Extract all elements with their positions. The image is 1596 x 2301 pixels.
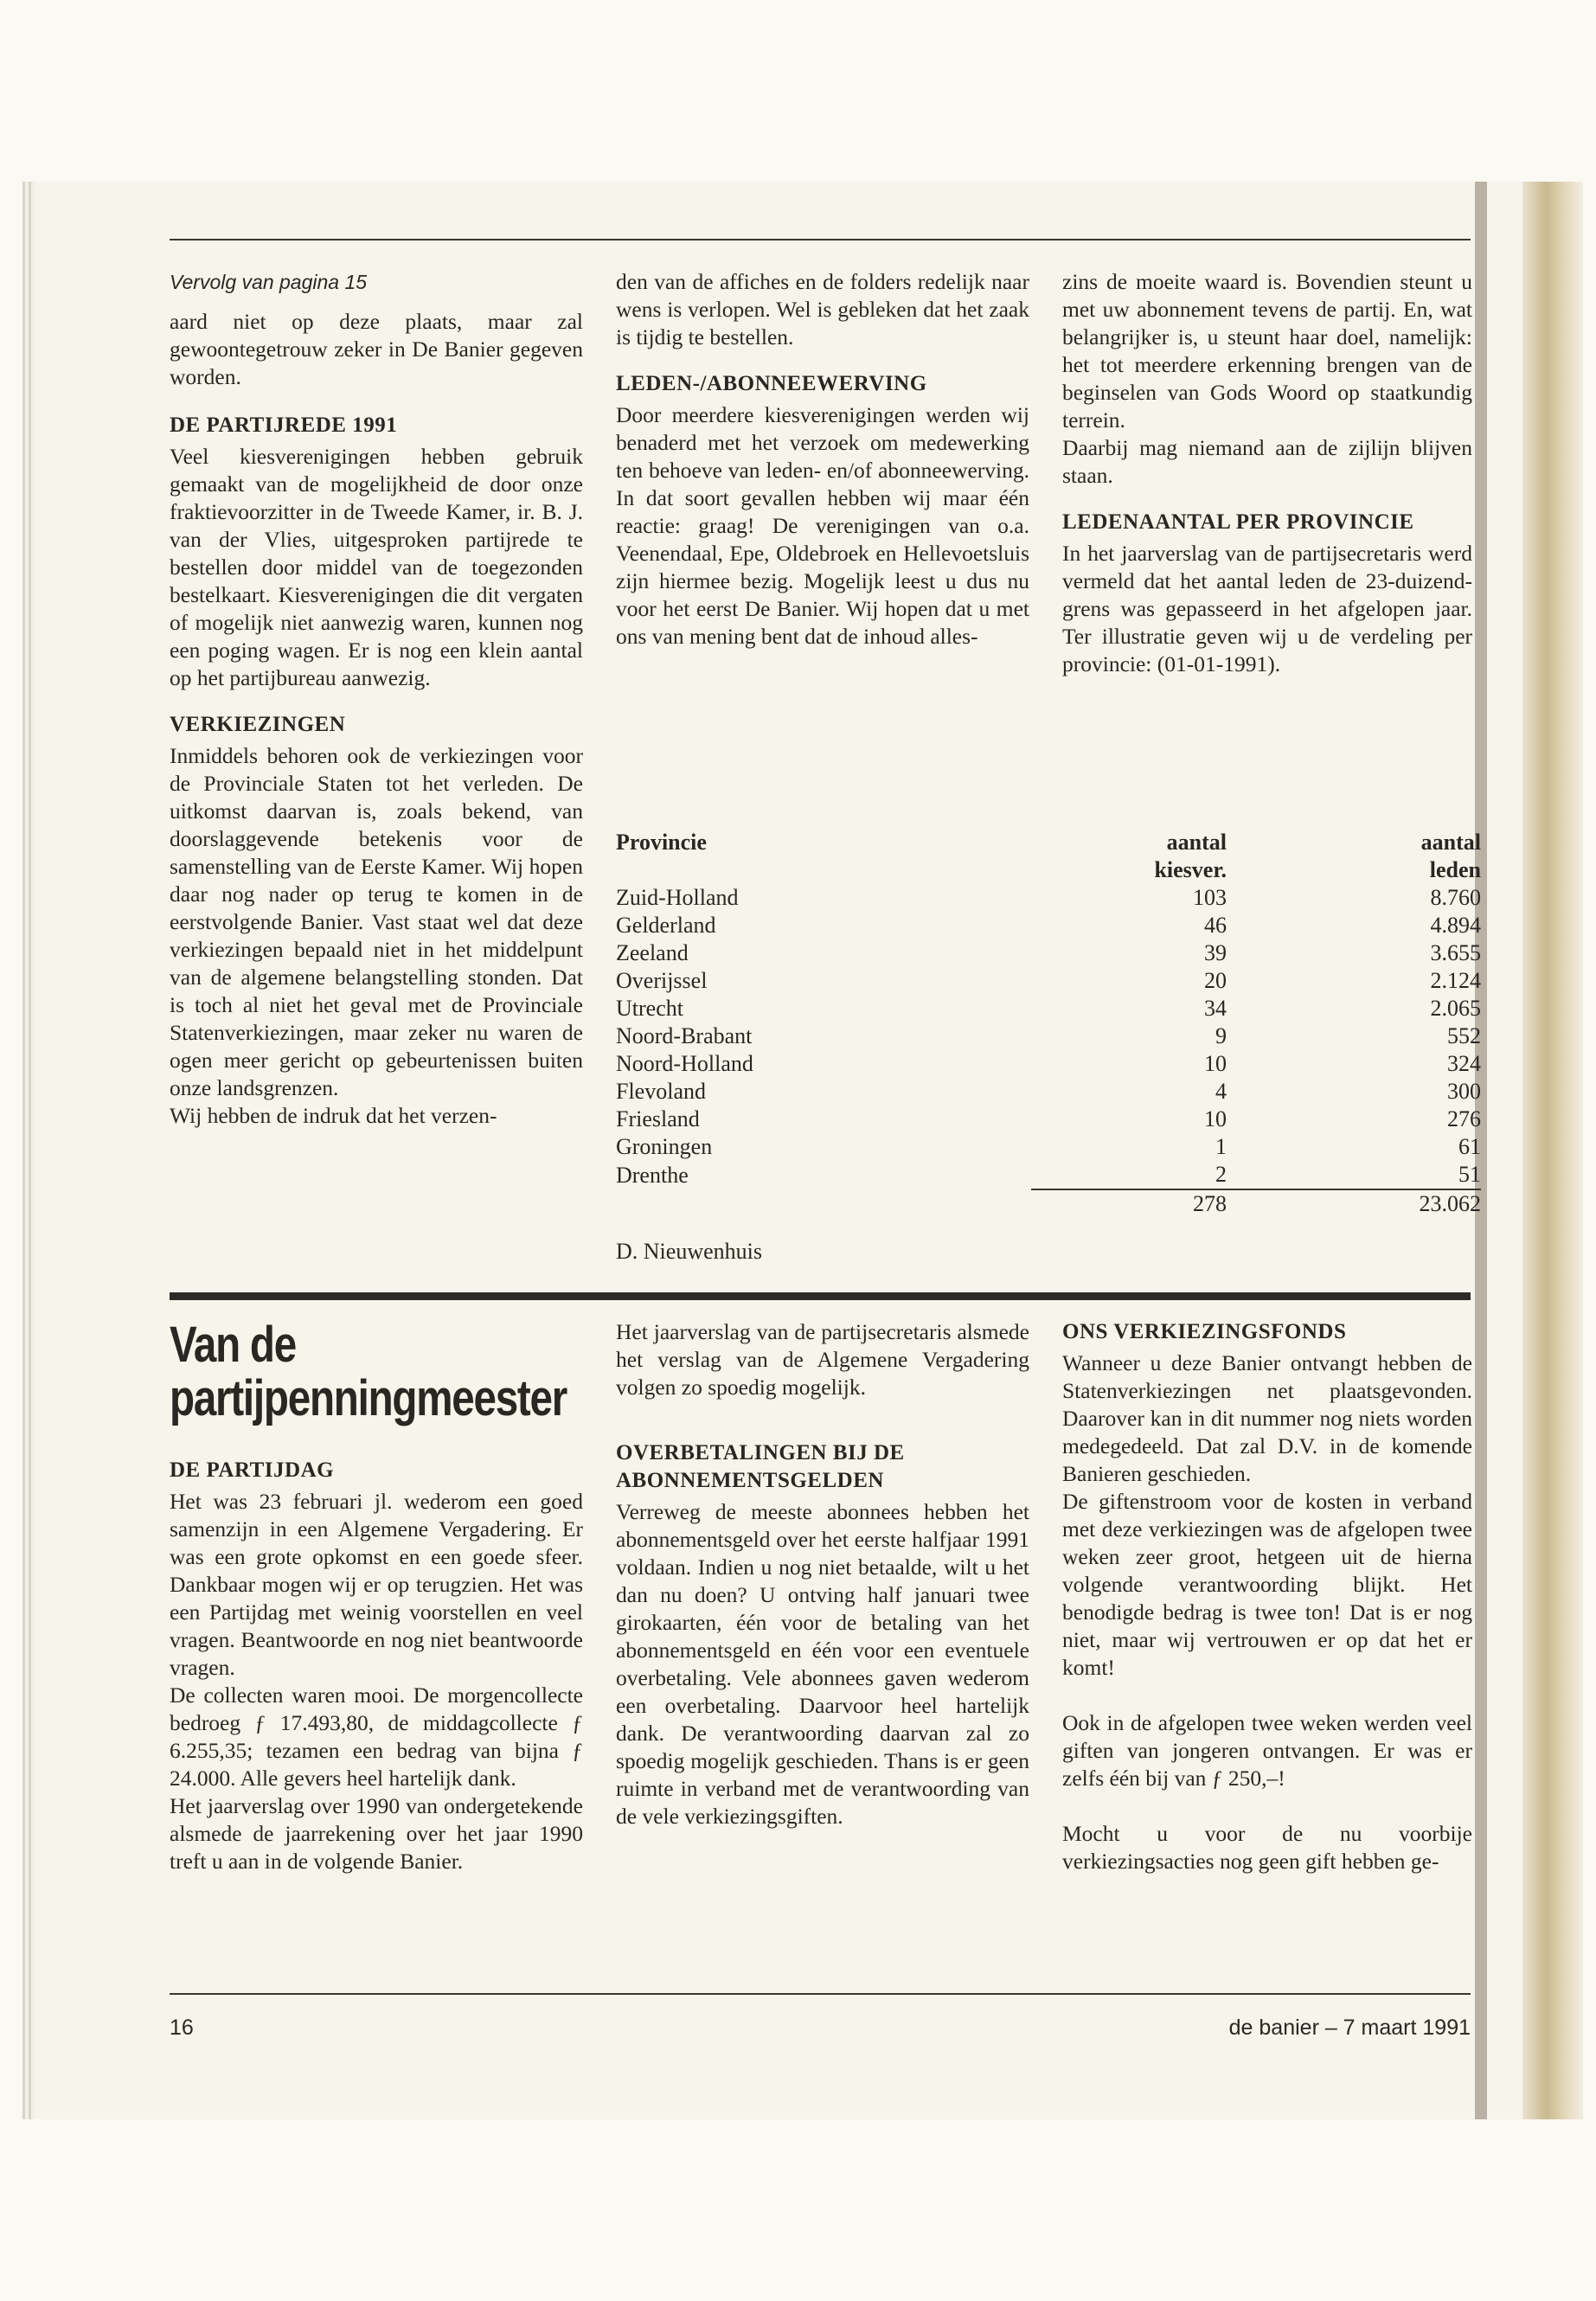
section-title-line2: partijpenningmeester <box>170 1370 567 1426</box>
cell-kiesver: 1 <box>1215 1134 1227 1159</box>
header-leden-2: leden <box>1429 857 1481 882</box>
cell-leden: 8.760 <box>1430 885 1481 910</box>
cell-provincie: Overijssel <box>616 968 708 993</box>
paragraph: De collecten waren mooi. De morgencollecte bedroeg ƒ 17.493,80, de middagcollecte ƒ 6.255,35; tezamen een bedrag van bijna ƒ 24.000. Alle gevers heel hartelijk dank. <box>170 1682 583 1791</box>
cell-leden: 300 <box>1447 1079 1481 1104</box>
paragraph: Het jaarverslag van de partijsecretaris alsmede het verslag van de Algemene Vergadering volgen zo spoedig mogelijk. <box>616 1319 1029 1400</box>
cell-provincie: Friesland <box>616 1106 700 1131</box>
heading-werving: LEDEN-/ABONNEEWERVING <box>616 372 927 395</box>
page-edge <box>1522 182 1583 2119</box>
table-row <box>616 1078 1481 1106</box>
paragraph: den van de affiches en de folders redelijk naar wens is verlopen. Wel is gebleken dat het zaak is tijdig te bestellen. <box>616 269 1029 349</box>
table-row <box>616 995 1481 1022</box>
paragraph: Verreweg de meeste abonnees hebben het abonnementsgeld over het eerste halfjaar 1991 voldaan. Indien u nog niet betaalde, wilt u het dan nu doen? U ontving half januari twee girokaarten, één voor de betaling van het abonnementsgeld en één voor een eventuele overbetaling. Vele abonnees gaven wederom een overbetaling. Daarvoor heel hartelijk dank. De verantwoording daarvan zal zo spoedig mogelijk geschieden. Thans is er geen ruimte in verband met de verantwoording van de vele verkiezingsgiften. <box>616 1499 1029 1829</box>
cell-kiesver: 34 <box>1204 996 1227 1021</box>
paragraph: zins de moeite waard is. Bovendien steunt u met uw abonnement tevens de partij. En, wat belangrijker is, u steunt haar doel, namelijk: het tot meerdere erkenning brengen van de beginselen van Gods Woord op staatkundig terrein. <box>1062 269 1472 433</box>
paragraph: Wij hebben de indruk dat het verzen- <box>170 1103 497 1128</box>
signature: D. Nieuwenhuis <box>616 1239 762 1264</box>
total-kiesver: 278 <box>1031 1189 1227 1218</box>
table-header-row <box>616 856 1481 884</box>
header-leden-1: aantal <box>1420 830 1481 855</box>
column-top-middle <box>616 268 1029 651</box>
paragraph: Ook in de afgelopen twee weken werden veel giften van jongeren ontvangen. Er was er zelfs één bij van ƒ 250,–! <box>1062 1710 1472 1791</box>
total-leden: 23.062 <box>1227 1189 1481 1218</box>
cell-leden: 552 <box>1447 1023 1481 1048</box>
cell-leden: 61 <box>1458 1134 1481 1159</box>
cell-leden: 3.655 <box>1430 940 1481 965</box>
cell-kiesver: 46 <box>1204 913 1227 938</box>
header-provincie: Provincie <box>616 830 707 855</box>
province-table <box>616 829 1481 1218</box>
table-row <box>616 884 1481 912</box>
cell-provincie: Utrecht <box>616 996 683 1021</box>
cell-provincie: Noord-Brabant <box>616 1023 753 1048</box>
cell-provincie: Gelderland <box>616 913 716 938</box>
heading-partijrede: DE PARTIJREDE 1991 <box>170 413 398 437</box>
cell-kiesver: 39 <box>1204 940 1227 965</box>
paragraph: Inmiddels behoren ook de verkiezingen voor de Provinciale Staten tot het verleden. De uitkomst daarvan is, zoals bekend, van doorslaggevende betekenis voor de samenstelling van de Eerste Kamer. Wij hopen daar nog nader op terug te komen in de eerstvolgende Banier. Vast staat wel dat deze verkiezingen bepaald niet in het middelpunt van de algemene belangstelling stonden. Dat is toch al niet het geval met de Provinciale Statenverkiezingen, maar zeker nu waren de ogen meer gericht op gebeurtenissen buiten onze landsgrenzen. <box>170 743 583 1100</box>
cell-kiesver: 2 <box>1215 1162 1227 1187</box>
table-header-row <box>616 829 1481 856</box>
table-total-row <box>616 1189 1481 1218</box>
heading-partijdag: DE PARTIJDAG <box>170 1458 335 1482</box>
header-kiesver-1: aantal <box>1166 830 1227 855</box>
header-kiesver-2: kiesver. <box>1154 857 1227 882</box>
section-title-line1: Van de <box>170 1317 296 1373</box>
column-bottom-right <box>1062 1318 1472 1875</box>
heading-overbetalingen: OVERBETALINGEN BIJ DE ABONNEMENTSGELDEN <box>616 1441 905 1492</box>
cell-provincie: Drenthe <box>616 1163 689 1188</box>
cell-provincie: Zuid-Holland <box>616 885 739 910</box>
table-row <box>616 1133 1481 1161</box>
cell-leden: 324 <box>1447 1051 1481 1076</box>
column-bottom-middle <box>616 1318 1029 1830</box>
cell-provincie: Groningen <box>616 1134 713 1159</box>
table-row <box>616 939 1481 967</box>
section-title <box>170 1317 567 1426</box>
paragraph: Het jaarverslag over 1990 van ondergetekende alsmede de jaarrekening over het jaar 1990 treft u aan in de volgende Banier. <box>170 1793 583 1874</box>
cell-kiesver: 10 <box>1204 1106 1227 1131</box>
section-separator <box>170 1292 1471 1300</box>
heading-verkiezingen: VERKIEZINGEN <box>170 713 346 736</box>
paragraph: Veel kiesverenigingen hebben gebruik gemaakt van de mogelijkheid de door onze fraktievoorzitter in de Tweede Kamer, ir. B. J. van der Vlies, uitgesproken partijrede te bestellen door middel van de toegezonden bestelkaart. Kiesverenigingen die dit vergaten of mogelijk niet aanwezig waren, kunnen nog een poging wagen. Er is nog een klein aantal op het partijbureau aanwezig. <box>170 444 583 690</box>
cell-leden: 51 <box>1458 1162 1481 1187</box>
column-bottom-left <box>170 1318 583 1875</box>
table-row <box>616 1022 1481 1050</box>
publication-line: de banier – 7 maart 1991 <box>1228 2016 1471 2040</box>
top-rule <box>170 239 1471 240</box>
cell-leden: 2.124 <box>1430 968 1481 993</box>
heading-fonds: ONS VERKIEZINGSFONDS <box>1062 1320 1347 1343</box>
paragraph: Daarbij mag niemand aan de zijlijn blijven staan. <box>1062 435 1472 488</box>
paragraph: Mocht u voor de nu voorbije verkiezingsacties nog geen gift hebben ge- <box>1062 1821 1472 1874</box>
cell-kiesver: 4 <box>1215 1079 1227 1104</box>
cell-kiesver: 20 <box>1204 968 1227 993</box>
cell-kiesver: 10 <box>1204 1051 1227 1076</box>
paragraph: Het was 23 februari jl. wederom een goed samenzijn in een Algemene Vergadering. Er was een grote opkomst en een goede sfeer. Dankbaar mogen wij er op terugzien. Het was een Partijdag met weinig voorstellen en veel vragen. Beantwoorde en nog niet beantwoorde vragen. <box>170 1489 583 1680</box>
heading-ledenaantal: LEDENAANTAL PER PROVINCIE <box>1062 510 1414 534</box>
paragraph: aard niet op deze plaats, maar zal gewoontegetrouw zeker in De Banier gegeven worden. <box>170 309 583 389</box>
cell-kiesver: 9 <box>1215 1023 1227 1048</box>
cell-provincie: Noord-Holland <box>616 1051 753 1076</box>
cell-leden: 276 <box>1447 1106 1481 1131</box>
paragraph: In het jaarverslag van de partijsecretaris werd vermeld dat het aantal leden de 23-duizend-grens was gepasseerd in het afgelopen jaar. Ter illustratie geven wij u de verdeling per provincie: (01-01-1991). <box>1062 541 1472 676</box>
paragraph: De giftenstroom voor de kosten in verband met deze verkiezingen was de afgelopen twee weken zeer groot, hetgeen uit de hierna volgende verantwoording blijkt. Het benodigde bedrag is twee ton! Dat is er nog niet, maar wij vertrouwen er op dat het er komt! <box>1062 1489 1472 1680</box>
table-row <box>616 1050 1481 1078</box>
column-top-right <box>1062 268 1472 678</box>
cell-leden: 4.894 <box>1430 913 1481 938</box>
continued-from: Vervolg van pagina 15 <box>170 271 368 293</box>
column-top-left <box>170 268 583 1130</box>
table-row <box>616 1161 1481 1189</box>
table-row <box>616 967 1481 995</box>
cell-provincie: Flevoland <box>616 1079 706 1104</box>
page-number: 16 <box>170 2016 194 2040</box>
cell-provincie: Zeeland <box>616 940 689 965</box>
table-row <box>616 1106 1481 1133</box>
cell-leden: 2.065 <box>1430 996 1481 1021</box>
table-row <box>616 912 1481 939</box>
bottom-rule <box>170 1993 1471 1995</box>
paragraph: Wanneer u deze Banier ontvangt hebben de Statenverkiezingen net plaatsgevonden. Daarover kan in dit nummer nog niets worden medegedeeld. Dat zal D.V. in de komende Banieren geschieden. <box>1062 1350 1472 1486</box>
cell-kiesver: 103 <box>1193 885 1227 910</box>
paragraph: Door meerdere kiesverenigingen werden wij benaderd met het verzoek om medewerking ten behoeve van leden- en/of abonneewerving. In dat soort gevallen hebben wij maar één reactie: graag! De verenigingen van o.a. Veenendaal, Epe, Oldebroek en Hellevoetsluis zijn hiermee bezig. Mogelijk leest u dus nu voor het eerst De Banier. Wij hopen dat u met ons van mening bent dat de inhoud alles- <box>616 402 1029 649</box>
